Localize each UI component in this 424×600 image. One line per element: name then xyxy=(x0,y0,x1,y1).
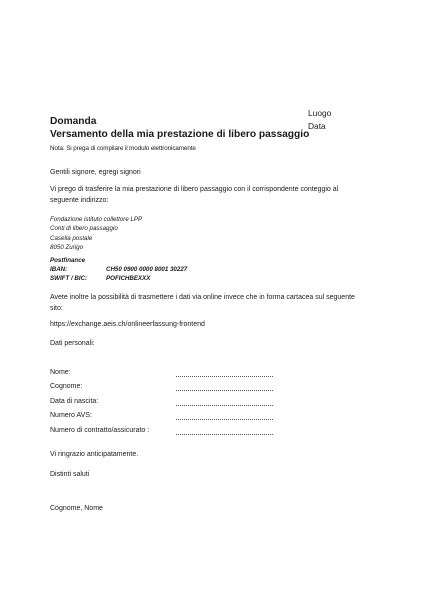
request-text-line1: Vi prego di trasferire la mia prestazione di libero passaggio con il corrispondente conteggio al xyxy=(50,186,339,193)
regards-text: Distinti saluti xyxy=(50,471,90,478)
date-label: Data xyxy=(308,121,326,131)
birth-date-label: Data di nascita: xyxy=(50,398,99,405)
address-line: Fondazione istituto collettore LPP xyxy=(50,216,143,223)
document-subtitle: Versamento della mia prestazione di libero passaggio xyxy=(50,129,310,140)
greeting: Gentili signore, egregi signori xyxy=(50,169,141,176)
fill-note: Nota: Si prega di compilare il modulo elettronicamente xyxy=(50,145,196,152)
address-block xyxy=(50,215,142,253)
online-text-line1: Avete inoltre la possibilità di trasmettere i dati via online invece che in forma cartacea sul seguente xyxy=(50,294,355,301)
address-line: 8050 Zurigo xyxy=(50,244,84,252)
address-line: Conti di libero passaggio xyxy=(50,225,118,233)
first-name-label: Nome: xyxy=(50,369,71,376)
iban-label: IBAN: xyxy=(50,266,68,273)
contract-number-field[interactable] xyxy=(176,434,273,435)
birth-date-field[interactable] xyxy=(176,405,273,406)
last-name-label: Cognome: xyxy=(50,383,83,390)
signature-name: Cognome, Nome xyxy=(50,505,103,512)
last-name-field[interactable] xyxy=(176,390,273,391)
personal-data-heading: Dati personali: xyxy=(50,340,95,347)
online-url: https://exchange.aeis.ch/onlineerfassung-frontend xyxy=(50,321,205,328)
contract-number-label: Numero di contratto/assicurato : xyxy=(50,427,150,434)
ahv-number-label: Numero AVS: xyxy=(50,412,92,419)
bank-name: Postfinance xyxy=(50,257,86,264)
document-title: Domanda xyxy=(50,116,97,127)
swift-label: SWIFT / BIC: xyxy=(50,275,88,282)
first-name-field[interactable] xyxy=(176,376,273,377)
thanks-text: Vi ringrazio anticipatamente. xyxy=(50,451,139,458)
request-text-line2: seguente indirizzo: xyxy=(50,197,109,204)
iban-value: CH50 0900 0000 8001 30227 xyxy=(106,266,188,273)
swift-value: POFICHBEXXX xyxy=(106,275,151,282)
place-label: Luogo xyxy=(308,108,332,118)
ahv-number-field[interactable] xyxy=(176,419,273,420)
online-text-line2: sito: xyxy=(50,305,63,312)
address-line: Casella postale xyxy=(50,234,93,242)
